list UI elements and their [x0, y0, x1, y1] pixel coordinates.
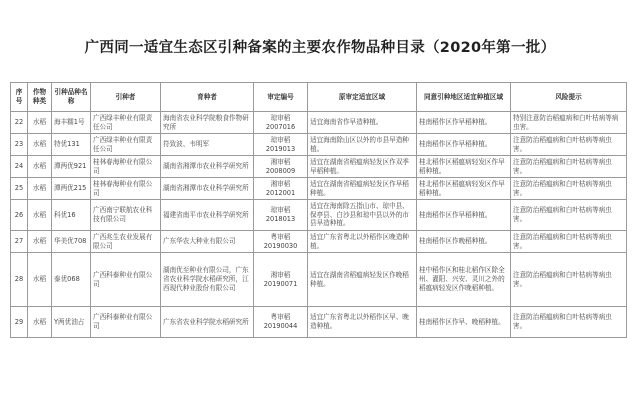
cell-variety: 华美优708 [52, 231, 91, 253]
cell-introducer: 广西兆生农业发展有限公司 [91, 231, 161, 253]
cell-approval-no: 琼审稻2007016 [254, 112, 308, 134]
cell-breeder: 湖南优至种业有限公司，广东省农业科学院水稻研究所，江西现代种业股份有限公司 [161, 253, 254, 307]
variety-table [10, 82, 627, 338]
cell-seq: 29 [11, 307, 28, 338]
cell-approval-no: 湘审稻2012001 [254, 178, 308, 200]
cell-introducer: 桂林春海种业有限公司 [91, 156, 161, 178]
cell-risk: 注意防治稻瘟病和白叶枯病等病虫害。 [511, 253, 627, 307]
cell-crop: 水稻 [28, 200, 52, 231]
cell-breeder: 符致波、韦明军 [161, 134, 254, 156]
cell-risk: 注意防治稻瘟病和白叶枯病等病虫害。 [511, 178, 627, 200]
cell-seq: 27 [11, 231, 28, 253]
cell-breeder: 湖南省湘潭市农业科学研究所 [161, 178, 254, 200]
cell-introducer: 广西绿丰种业有限责任公司 [91, 134, 161, 156]
cell-variety: 泰优068 [52, 253, 91, 307]
cell-introducer: 广西绿丰种业有限责任公司 [91, 112, 161, 134]
cell-approved-region: 适宜在湖南省稻瘟病轻发区作早稻种植。 [308, 178, 417, 200]
header-breeder: 育种者 [161, 83, 254, 112]
cell-intro-region: 桂南稻作区作早稻种植。 [417, 200, 511, 231]
cell-approval-no: 湘审稻20190071 [254, 253, 308, 307]
cell-introducer: 桂林春海种业有限公司 [91, 178, 161, 200]
cell-approved-region: 适宜广东省粤北以外稻作区早、晚造种植。 [308, 307, 417, 338]
header-introducer: 引种者 [91, 83, 161, 112]
table-row [11, 231, 627, 253]
cell-variety: 特优131 [52, 134, 91, 156]
cell-approval-no: 粤审稻20190030 [254, 231, 308, 253]
header-crop: 作物种类 [28, 83, 52, 112]
header-approval-no: 审定编号 [254, 83, 308, 112]
cell-approval-no: 湘审稻2008009 [254, 156, 308, 178]
cell-introducer: 广西南宁联航农业科技有限公司 [91, 200, 161, 231]
table-row [11, 200, 627, 231]
cell-crop: 水稻 [28, 231, 52, 253]
cell-seq: 24 [11, 156, 28, 178]
cell-seq: 23 [11, 134, 28, 156]
table-row [11, 253, 627, 307]
cell-risk: 注意防治稻瘟病和白叶枯病等病虫害。 [511, 231, 627, 253]
cell-approved-region: 适宜在湖南省稻瘟病轻发区作晚稻种植。 [308, 253, 417, 307]
cell-risk: 注意防治稻瘟病和白叶枯病等病虫害。 [511, 156, 627, 178]
cell-intro-region: 桂南稻作区作早稻种植。 [417, 134, 511, 156]
cell-seq: 28 [11, 253, 28, 307]
cell-crop: 水稻 [28, 156, 52, 178]
cell-approved-region: 适宜海南除山区以外的市县早造种植。 [308, 134, 417, 156]
cell-crop: 水稻 [28, 253, 52, 307]
cell-variety: 科优16 [52, 200, 91, 231]
cell-crop: 水稻 [28, 178, 52, 200]
cell-intro-region: 桂南稻作区作早、晚稻种植。 [417, 307, 511, 338]
cell-seq: 26 [11, 200, 28, 231]
cell-intro-region: 桂中稻作区和桂北稻作区除全州、灌阳、兴安、灵川之外的稻瘟病轻发区作晚稻种植。 [417, 253, 511, 307]
cell-variety: 潭两优921 [52, 156, 91, 178]
cell-seq: 25 [11, 178, 28, 200]
cell-breeder: 福建省南平市农业科学研究所 [161, 200, 254, 231]
header-seq: 序号 [11, 83, 28, 112]
cell-approval-no: 粤审稻20190044 [254, 307, 308, 338]
cell-risk: 特别注意防治稻瘟病和白叶枯病等病虫害。 [511, 112, 627, 134]
cell-breeder: 湖南省湘潭市农业科学研究所 [161, 156, 254, 178]
cell-variety: Y两优油占 [52, 307, 91, 338]
cell-breeder: 广东省农业科学院水稻研究所 [161, 307, 254, 338]
cell-crop: 水稻 [28, 112, 52, 134]
header-approved-region: 原审定适宜区域 [308, 83, 417, 112]
cell-approval-no: 琼审稻2019013 [254, 134, 308, 156]
cell-crop: 水稻 [28, 307, 52, 338]
table-row [11, 178, 627, 200]
cell-crop: 水稻 [28, 134, 52, 156]
header-risk: 风险提示 [511, 83, 627, 112]
cell-approval-no: 琼审稻2018013 [254, 200, 308, 231]
cell-introducer: 广西科泰种业有限公司 [91, 253, 161, 307]
cell-approved-region: 适宜海南省作早造种植。 [308, 112, 417, 134]
cell-risk: 注意防治稻瘟病和白叶枯病等病虫害。 [511, 134, 627, 156]
table-row [11, 307, 627, 338]
cell-breeder: 广东华农大种业有限公司 [161, 231, 254, 253]
table-row [11, 156, 627, 178]
cell-risk: 注意防治稻瘟病和白叶枯病等病虫害。 [511, 200, 627, 231]
cell-risk: 注意防治稻瘟病和白叶枯病等病虫害。 [511, 307, 627, 338]
header-variety: 引种品种名称 [52, 83, 91, 112]
cell-approved-region: 适宜广东省粤北以外稻作区晚造种植。 [308, 231, 417, 253]
cell-variety: 海丰糯1号 [52, 112, 91, 134]
cell-seq: 22 [11, 112, 28, 134]
cell-intro-region: 桂北稻作区稻瘟病轻发区作早稻种植。 [417, 178, 511, 200]
table-header-row [11, 83, 627, 112]
table-row [11, 134, 627, 156]
cell-approved-region: 适宜在海南除五指山市、琼中县、保亭县、白沙县和琼中县以外的市县早造种植。 [308, 200, 417, 231]
header-intro-region: 同意引种地区适宜种植区域 [417, 83, 511, 112]
cell-approved-region: 适宜在湖南省稻瘟病轻发区作双季早稻种植。 [308, 156, 417, 178]
cell-intro-region: 桂南稻作区作早稻种植。 [417, 112, 511, 134]
document-title: 广西同一适宜生态区引种备案的主要农作物品种目录（2020年第一批） [84, 40, 556, 56]
cell-breeder: 海南省农业科学院粮食作物研究所 [161, 112, 254, 134]
cell-intro-region: 桂南稻作区作晚稻种植。 [417, 231, 511, 253]
cell-variety: 潭两优215 [52, 178, 91, 200]
cell-intro-region: 桂北稻作区稻瘟病轻发区作早稻种植。 [417, 156, 511, 178]
cell-introducer: 广西科泰种业有限公司 [91, 307, 161, 338]
table-row [11, 112, 627, 134]
